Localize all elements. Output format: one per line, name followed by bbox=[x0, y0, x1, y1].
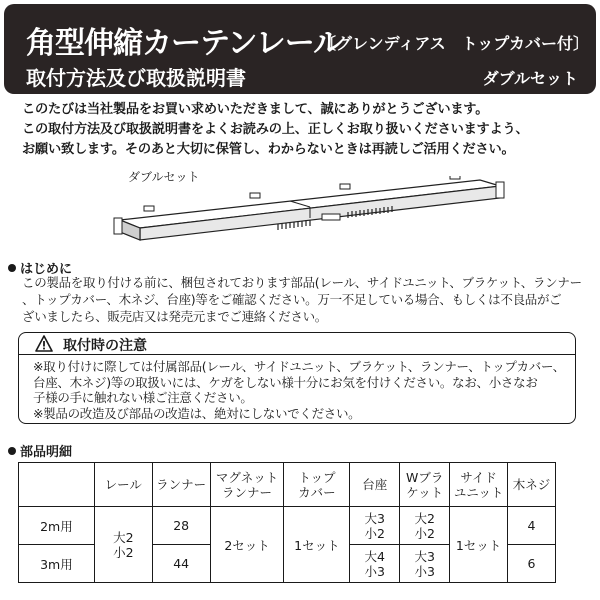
top-cover-qty-cell: 1セット bbox=[284, 507, 350, 583]
header-text: ランナー bbox=[222, 484, 273, 500]
magnet-runner-qty-cell: 2セット bbox=[210, 507, 284, 583]
header-text: ケット bbox=[406, 484, 444, 500]
header-cell-w-bracket bbox=[400, 463, 450, 507]
intro-line: お願い致します。そのあと大切に保管し、わからないときは再読しご活用ください。 bbox=[22, 142, 515, 157]
caution-title: 取付時の注意 bbox=[63, 338, 147, 354]
cell-text: 小2 bbox=[113, 544, 134, 560]
caution-title-bar bbox=[19, 333, 575, 355]
intro-body-line: 、トップカバー、木ネジ、台座)等をご確認ください。万一不足している場合、もしくは不良品がご bbox=[22, 292, 562, 307]
caution-line: 台座、木ネジ)等の取扱いには、ケガをしない様十分にお気を付けください。なお、小さなお bbox=[33, 374, 538, 390]
parts-table bbox=[18, 462, 556, 583]
header-cell-rail: レール bbox=[94, 463, 152, 507]
intro-paragraph bbox=[22, 100, 582, 160]
header-cell-empty bbox=[19, 463, 95, 507]
parts-heading-text: 部品明細 bbox=[20, 445, 73, 460]
cell-text: 大3 bbox=[364, 510, 385, 526]
product-subtitle: 〔グレンディアス トップカバー付〕 bbox=[320, 34, 590, 53]
table-row bbox=[19, 507, 556, 545]
warning-icon bbox=[35, 335, 53, 352]
cell-text: 大2 bbox=[113, 529, 134, 545]
header-cell-side-unit bbox=[450, 463, 508, 507]
header-cell-magnet-runner bbox=[210, 463, 284, 507]
bullet-dot-icon bbox=[8, 264, 16, 272]
w-bracket-qty-cell bbox=[400, 545, 450, 583]
caution-line: ※製品の改造及び部品の改造は、絶対にしないでください。 bbox=[33, 405, 361, 421]
runner-qty-cell: 28 bbox=[152, 507, 210, 545]
header-text: トップ bbox=[298, 469, 336, 485]
header-cell-screw: 木ネジ bbox=[508, 463, 556, 507]
variant-label: ダブルセット bbox=[482, 69, 578, 88]
header-cell-top-cover bbox=[284, 463, 350, 507]
cell-text: 小2 bbox=[414, 525, 435, 541]
cell-text: 小2 bbox=[364, 525, 385, 541]
parts-heading bbox=[8, 441, 72, 460]
caution-text bbox=[33, 359, 573, 421]
figure-caption: ダブルセット bbox=[128, 170, 200, 184]
cell-text: 大3 bbox=[414, 548, 435, 564]
header-text: カバー bbox=[298, 484, 336, 500]
intro-heading-text: はじめに bbox=[20, 262, 73, 277]
cell-text: 小3 bbox=[364, 563, 385, 579]
intro-line: このたびは当社製品をお買い求めいただきまして、誠にありがとうございます。 bbox=[22, 102, 489, 117]
curtain-rail-illustration bbox=[110, 176, 510, 246]
runner-qty-cell: 44 bbox=[152, 545, 210, 583]
header-cell-base: 台座 bbox=[350, 463, 400, 507]
header-text: ユニット bbox=[453, 484, 504, 500]
caution-box bbox=[18, 332, 576, 424]
intro-line: この取付方法及び取扱説明書をよくお読みの上、正しくお取り扱いくださいますよう、 bbox=[22, 122, 529, 137]
side-unit-qty-cell: 1セット bbox=[450, 507, 508, 583]
caution-line: 子様の手に触れない様ご注意ください。 bbox=[33, 390, 253, 405]
w-bracket-qty-cell bbox=[400, 507, 450, 545]
table-header-row bbox=[19, 463, 556, 507]
header-text: サイド bbox=[460, 469, 497, 485]
cell-text: 大4 bbox=[364, 548, 385, 564]
header-text: マグネット bbox=[215, 469, 279, 485]
rail-qty-cell bbox=[94, 507, 152, 583]
document-title: 取付方法及び取扱説明書 bbox=[26, 66, 246, 90]
intro-body-line: この製品を取り付ける前に、梱包されております部品(レール、サイドユニット、ブラケット、ランナー bbox=[22, 275, 582, 290]
header-cell-runner: ランナー bbox=[152, 463, 210, 507]
product-title: 角型伸縮カーテンレール bbox=[26, 26, 343, 61]
base-qty-cell bbox=[350, 507, 400, 545]
bullet-dot-icon bbox=[8, 447, 16, 455]
title-banner bbox=[4, 4, 596, 94]
screw-qty-cell: 4 bbox=[508, 507, 556, 545]
intro-body-line: ざいましたら、販売店又は発売元までご連絡ください。 bbox=[22, 309, 328, 324]
row-size-cell: 3m用 bbox=[19, 545, 95, 583]
cell-text: 小3 bbox=[414, 563, 435, 579]
cell-text: 大2 bbox=[414, 510, 435, 526]
intro-body bbox=[22, 274, 582, 325]
base-qty-cell bbox=[350, 545, 400, 583]
row-size-cell: 2m用 bbox=[19, 507, 95, 545]
header-text: Wブラ bbox=[406, 469, 444, 485]
caution-line: ※取り付けに際しては付属部品(レール、サイドユニット、ブラケット、ランナー、トップカバー、 bbox=[33, 359, 565, 374]
screw-qty-cell: 6 bbox=[508, 545, 556, 583]
